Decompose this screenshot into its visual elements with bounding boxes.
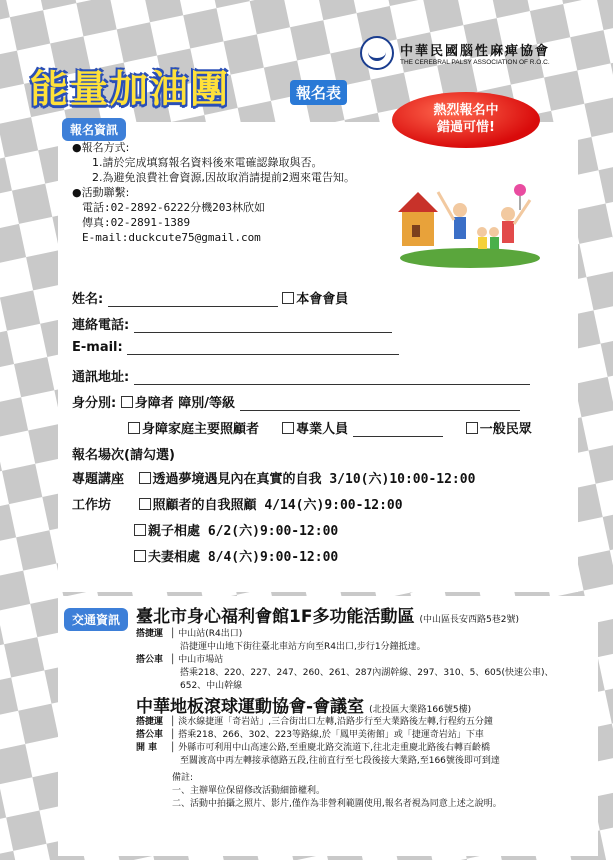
phone-label: 連絡電話: (72, 318, 130, 333)
v2-bus: 搭乘218、266、302、223等路線,於「鳳甲美術館」或「捷運奇岩站」下車 (178, 730, 484, 740)
venue-1-name: 臺北市身心福利會館1F多功能活動區 (136, 607, 415, 627)
venue-1-address: (中山區長安西路5巷2號) (419, 615, 520, 625)
form-row-email (72, 340, 399, 355)
org-name-zh: 中華民國腦性麻痺協會 (400, 44, 551, 59)
info-tag: 報名資訊 (62, 118, 126, 141)
checker-square (0, 0, 10, 24)
checker-square (572, 204, 612, 244)
v1-bus-2: 搭乘218、220、227、247、260、261、287內湖幹線、297、310、5、605(快速公車)、 (180, 668, 554, 678)
checker-square (589, 443, 613, 483)
workshop-1-checkbox[interactable] (139, 498, 151, 510)
method-label: ●報名方式: (72, 141, 130, 154)
disabled-label: 身障者 障別/等級 (134, 396, 236, 411)
org-name-en: THE CEREBRAL PALSY ASSOCIATION OF R.O.C. (400, 59, 550, 66)
professional-field[interactable] (353, 436, 443, 437)
form-row-address (72, 366, 530, 385)
workshop-3-label: 夫妻相處 8/4(六)9:00-12:00 (148, 550, 339, 565)
checker-square (0, 438, 2, 478)
session-workshop-3 (134, 546, 338, 565)
member-label: 本會會員 (296, 292, 349, 307)
note-label: 備註: (172, 773, 194, 783)
checker-square (290, 20, 330, 60)
checker-square (36, 0, 76, 10)
contact-fax: 傳真:02-2891-1389 (82, 216, 191, 229)
cp-association-icon (360, 36, 394, 70)
checker-square (574, 377, 613, 417)
checker-square (577, 550, 613, 590)
checker-square (209, 0, 249, 8)
public-label: 一般民眾 (479, 422, 532, 437)
checker-square (490, 0, 530, 18)
v2-car-label: 開 車 (136, 743, 158, 753)
workshop-3-checkbox[interactable] (134, 550, 146, 562)
venue-2-directions: 搭捷運 │ 淡水線捷運「奇岩站」,三合街出口左轉,沿路步行至大業路後左轉,行程約五分鐘 搭公車 │ 搭乘218、266、302、223等路線,於「鳳甲美術館」或「捷運奇岩站」下車 開 車 │ 外縣市可利用中山高速公路,至重慶北路交流道下,往北走重慶北路後右轉百齡橋 至關渡高中再左轉接承德路五段,往前直行至七段後接大業路,至166號後即可到達 (136, 717, 500, 766)
info-section (72, 140, 355, 245)
checker-square (0, 157, 12, 197)
checker-square (143, 0, 183, 22)
checker-square (10, 10, 50, 50)
checker-square (605, 683, 613, 723)
v1-bus-3: 652、中山幹線 (180, 681, 243, 691)
venue-1-directions: 搭捷運 │ 中山站(R4出口) 沿捷運中山地下街往臺北車站方向至R4出口,步行1分鐘抵達。 搭公車 │ 中山市場站 搭乘218、220、227、247、260、261、287內湖幹線、297、310、5、605(快速公車)、 652、中山幹線 (136, 629, 554, 691)
checker-square (18, 704, 58, 744)
checker-square (0, 51, 24, 91)
workshop-1-label: 照顧者的自我照顧 4/14(六)9:00-12:00 (152, 498, 403, 513)
promo-line-2: 錯過可惜! (437, 120, 495, 135)
checker-square (556, 0, 596, 4)
checker-square (383, 0, 423, 6)
address-label: 通訊地址: (72, 370, 130, 385)
disability-level-field[interactable] (240, 410, 520, 411)
form-row-identity (72, 392, 520, 411)
checker-square (544, 70, 584, 110)
name-field[interactable] (108, 306, 278, 307)
session-lecture (72, 468, 475, 487)
page-title: 能量加油團 (30, 67, 231, 111)
v1-mrt-1: 中山站(R4出口) (178, 629, 243, 639)
lecture-1-label: 透過夢境遇見內在真實的自我 3/10(六)10:00-12:00 (152, 472, 476, 487)
checker-square (570, 30, 610, 70)
checker-square (0, 851, 20, 860)
method-item-2: 2.為避免浪費社會資源,因故取消請提前2週來電告知。 (92, 171, 355, 184)
note-1: 一、主辦單位保留修改活動細節權利。 (172, 786, 326, 796)
checker-square (0, 744, 32, 784)
checker-square (183, 8, 223, 48)
venue-2-name: 中華地板滾球運動協會-會議室 (136, 697, 365, 717)
contact-phone: 電話:02-2892-6222分機203林欣如 (82, 201, 265, 214)
checker-square (0, 784, 6, 824)
checker-square (586, 270, 613, 310)
checker-square (117, 22, 157, 62)
checker-square (250, 0, 290, 34)
checker-square (6, 810, 46, 850)
v2-mrt: 淡水線捷運「奇岩站」,三合街出口左轉,沿路步行至大業路後左轉,行程約五分鐘 (178, 717, 493, 727)
professional-checkbox[interactable] (282, 422, 294, 434)
venue-1 (136, 602, 519, 627)
email-label: E-mail: (72, 340, 123, 355)
org-logo (360, 36, 550, 70)
checker-square (423, 0, 463, 32)
v2-car-1: 外縣市可利用中山高速公路,至重慶北路交流道下,往北走重慶北路後右轉百齡橋 (178, 743, 491, 753)
checker-square (12, 184, 52, 224)
venue-2-address: (北投區大業路166號5樓) (369, 705, 472, 715)
checker-square (14, 357, 54, 397)
phone-field[interactable] (134, 332, 392, 333)
checker-square (0, 290, 40, 330)
checker-square (607, 857, 613, 860)
checker-square (0, 397, 28, 437)
checker-square (0, 504, 16, 544)
checker-square (316, 0, 356, 20)
v1-bus-label: 搭公車 (136, 655, 164, 665)
professional-label: 專業人員 (296, 422, 349, 437)
disabled-checkbox[interactable] (121, 396, 133, 408)
workshop-2-checkbox[interactable] (134, 524, 146, 536)
workshop-2-label: 親子相處 6/2(六)9:00-12:00 (148, 524, 339, 539)
caregiver-checkbox[interactable] (128, 422, 140, 434)
public-checkbox[interactable] (466, 422, 478, 434)
address-field[interactable] (134, 384, 530, 385)
notes (172, 772, 502, 811)
promo-badge (392, 92, 540, 148)
checker-square (0, 677, 18, 717)
checker-square (4, 637, 44, 677)
v1-mrt-2: 沿捷運中山地下街往臺北車站方向至R4出口,步行1分鐘抵達。 (180, 642, 426, 652)
v1-mrt-label: 搭捷運 (136, 629, 164, 639)
v1-bus-1: 中山市場站 (178, 655, 224, 665)
checker-square (584, 97, 613, 137)
contact-label: ●活動聯繫: (72, 186, 130, 199)
v2-car-2: 至關渡高中再左轉接承德路五段,往前直行至七段後接大業路,至166號後即可到達 (180, 756, 500, 766)
checker-square (16, 530, 56, 570)
contact-email: E-mail:duckcute75@gmail.com (82, 231, 261, 244)
method-item-1: 1.請於完成填寫報名資料後來電確認錄取與否。 (92, 156, 323, 169)
session-title: 報名場次(請勾選) (72, 448, 175, 463)
form-subtitle: 報名表 (290, 80, 347, 105)
checker-square (2, 464, 42, 504)
checker-square (601, 337, 613, 377)
member-checkbox[interactable] (282, 292, 294, 304)
checker-square (599, 163, 613, 203)
form-row-name (72, 288, 348, 307)
checker-square (0, 224, 26, 264)
checker-square (596, 0, 613, 30)
name-label: 姓名: (72, 292, 104, 307)
form-row-identity-2 (128, 418, 532, 437)
v2-bus-label: 搭公車 (136, 730, 164, 740)
identity-label: 身分別: (72, 396, 117, 411)
session-workshop-1 (72, 494, 403, 513)
session-workshop-2 (134, 520, 338, 539)
form-row-phone (72, 314, 392, 333)
v2-mrt-label: 搭捷運 (136, 717, 164, 727)
promo-line-1: 熱烈報名中 (433, 103, 499, 118)
checker-square (0, 331, 14, 371)
email-field[interactable] (127, 354, 399, 355)
checker-square (0, 611, 4, 651)
lecture-1-checkbox[interactable] (139, 472, 151, 484)
checker-square (0, 117, 38, 157)
workshop-label: 工作坊 (72, 498, 112, 513)
checker-square (0, 571, 30, 611)
note-2: 二、活動中拍攝之照片、影片,僅作為非營利範圍使用,報名者視為同意上述之說明。 (172, 799, 502, 809)
lecture-label: 專題講座 (72, 472, 125, 487)
family-illustration (390, 170, 540, 270)
checker-square (76, 0, 116, 36)
caregiver-label: 身障家庭主要照顧者 (142, 422, 260, 437)
traffic-tag: 交通資訊 (64, 608, 128, 631)
venue-2 (136, 692, 471, 717)
checker-square (603, 510, 613, 550)
